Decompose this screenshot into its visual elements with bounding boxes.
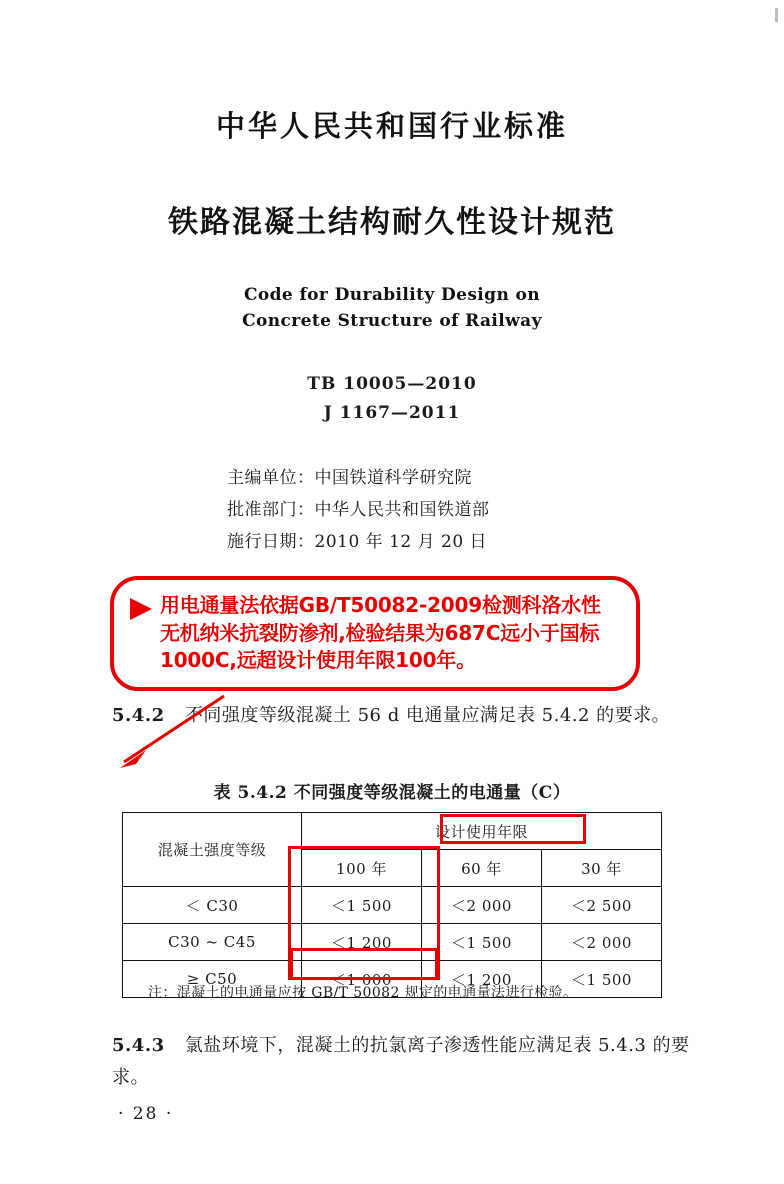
standard-code-primary: TB 10005—2010 [307,374,477,394]
standard-codes [0,370,784,428]
clause-5-4-3 [112,1030,712,1093]
annotation-callout [110,576,640,691]
table-row [123,924,662,961]
table-note: 注：混凝土的电通量应按 GB/T 50082 规定的电通量法进行检验。 [148,985,578,1001]
table-header-design-life: 设计使用年限 [302,813,662,850]
table-cell-value: ＜1 000 [302,961,422,998]
clause-5-4-2-number: 5.4.2 [112,705,165,726]
table-header-col-30y: 30 年 [542,850,662,887]
english-title-line-2: Concrete Structure of Railway [242,310,542,331]
table-row [123,887,662,924]
clause-5-4-2-text: 不同强度等级混凝土 56 d 电通量应满足表 5.4.2 的要求。 [184,705,671,726]
table-cell-value: ＜2 000 [542,924,662,961]
annotation-pointer-line [120,690,240,770]
clause-5-4-3-text: 氯盐环境下，混凝土的抗氯离子渗透性能应满足表 5.4.3 的要求。 [112,1035,690,1088]
page-number: · 28 · [118,1104,174,1124]
standard-code-secondary: J 1167—2011 [323,402,461,423]
table-cell-value: ＜1 500 [302,887,422,924]
meta-effective-date: 施行日期：2010 年 12 月 20 日 [227,532,488,553]
standard-label: 中华人民共和国行业标准 [215,109,568,143]
table-header-grade: 混凝土强度等级 [123,813,302,887]
document-title: 铁路混凝土结构耐久性设计规范 [168,205,616,240]
table-cell-grade: ＜ C30 [123,887,302,924]
title-block [0,0,784,559]
table-header-col-60y: 60 年 [422,850,542,887]
page-edge-mark [775,8,778,22]
table-cell-value: ＜1 500 [422,924,542,961]
table-cell-value: ＜1 500 [542,961,662,998]
clause-5-4-3-number: 5.4.3 [112,1035,165,1056]
table-caption: 表 5.4.2 不同强度等级混凝土的电通量（C） [213,783,571,803]
annotation-text: 用电通量法依据GB/T50082-2009检测科洛水性无机纳米抗裂防渗剂,检验结果为687C远小于国标1000C,远超设计使用年限100年。 [160,593,601,673]
table-header-row-1 [123,813,662,850]
table-cell-value: ＜2 500 [542,887,662,924]
table-5-4-2 [122,812,662,998]
table-cell-grade: C30 ~ C45 [123,924,302,961]
meta-approver: 批准部门：中华人民共和国铁道部 [227,500,490,521]
english-title-line-1: Code for Durability Design on [243,285,541,305]
table-cell-grade: ≥ C50 [123,961,302,998]
publication-meta [0,462,784,559]
table-header-col-100y: 100 年 [302,850,422,887]
english-title [0,283,784,334]
arrow-right-icon [130,598,152,620]
table-cell-value: ＜2 000 [422,887,542,924]
meta-chief-editor: 主编单位：中国铁道科学研究院 [227,467,472,488]
table-cell-value: ＜1 200 [302,924,422,961]
table-cell-value: ＜1 200 [422,961,542,998]
